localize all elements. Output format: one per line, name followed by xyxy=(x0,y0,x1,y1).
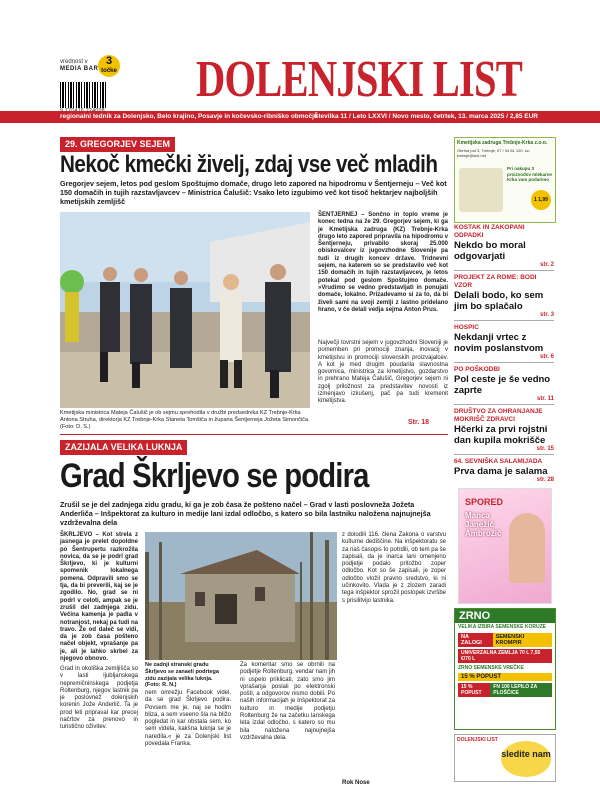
promo-box[interactable] xyxy=(454,137,556,223)
second-col3: Za komentar smo se obrnili na podjetje Roltenburg, vendar nam jih ni uspelo priklicati, zato smo jim vprašanja poslali po elektronski pošti, a odgovorov nismo dobili. Po naših informacijah je Inšpektorat za kulturo in medije podjetju Roltenburg že na začetku lanskega leta izdal odločbo, s katero so mu bila naložena najnujnejša vzdrževalna dela. xyxy=(240,662,335,741)
follow-sticker: sledite nam xyxy=(501,741,551,777)
promo3-pct: 15 % POPUST xyxy=(458,673,552,681)
divider xyxy=(454,404,554,405)
zrno-ad[interactable] xyxy=(454,608,556,730)
second-tag: ZAZIJALA VELIKA LUKNJA xyxy=(60,440,187,455)
magazine-title: Manca Janežič Ambrožič xyxy=(465,511,502,538)
lead-page-ref[interactable]: Str. 18 xyxy=(408,419,430,426)
promo-row-4 xyxy=(458,683,552,697)
second-deck: Zrušil se je del zadnjega zidu gradu, ki ga je zob časa že pošteno načel – Grad v lasti poslovneža Jožeta Anderliča – Inšpektorat za kulturo in medije lani izdal odločbo, s katero so bila lastniku naložena najnujnejša vzdrževalna dela xyxy=(60,500,431,527)
castle-photo xyxy=(145,532,337,660)
promo1-tag: NA ZALOGI xyxy=(458,633,493,647)
lead-photo-caption: Kmetijska ministrica Mateja Čalušič je ob sejmu sprehodila v družbi predsednika KZ Trebnje-Krka Antona Struha, direktorja KZ Trebnje-Krka Staneta Tomšiča in župana Šentjerneja Jožeta Simončiča. (Foto: D. S.) xyxy=(60,410,310,430)
sidebar-teasers xyxy=(454,224,554,483)
zrno-sub: VELIKA IZBIRA SEMENSKE KORUZE xyxy=(458,624,546,630)
divider xyxy=(454,320,554,321)
teaser-page: str. 2 xyxy=(539,262,554,268)
teaser-title: Nekdo bo moral odgovarjati xyxy=(454,240,526,262)
teaser-head: PROJEKT ZA ROME: BODI VZOR xyxy=(454,274,537,289)
teaser-title: Delali bodo, ko sem jim bo splačalo xyxy=(454,290,544,312)
teaser-title: Hčerki za prvi rojstni dan kupila mokrišče xyxy=(454,424,548,446)
value-label: vrednost v xyxy=(60,59,88,65)
teaser-6[interactable] xyxy=(454,458,554,483)
promo2: UNIVERZALNA ZEMLJA 70 L 7,55 €/70 L xyxy=(458,649,552,663)
tagline: regionalni tednik za Dolenjsko, Belo krajino, Posavje in kočevsko-ribniško območje xyxy=(60,113,318,120)
barcode xyxy=(60,82,108,108)
teaser-title: Pol ceste je še vedno zaprte xyxy=(454,374,551,396)
teaser-head: 64. SEVNIŠKA SALAMIJADA xyxy=(454,458,543,465)
teaser-3[interactable] xyxy=(454,324,554,360)
teaser-page: str. 15 xyxy=(536,446,554,452)
points-number: 3 xyxy=(105,55,113,67)
magazine-name: SPORED xyxy=(465,497,504,507)
teaser-page: str. 6 xyxy=(539,354,554,360)
issue-info: Številka 11 / Leto LXXVI / Novo mesto, četrtek, 13. marca 2025 / 2,85 EUR xyxy=(314,113,538,120)
media-bar-label: MEDIA BAR xyxy=(60,66,99,72)
teaser-5[interactable] xyxy=(454,408,554,452)
cover-portrait xyxy=(509,513,545,583)
newspaper-logo: DOLENJSKI LIST xyxy=(196,51,523,108)
teaser-head: KOSTAK IN ZAKOPANI ODPADKI xyxy=(454,224,525,239)
lead-tag: 29. GREGORJEV SEJEM xyxy=(60,137,175,152)
zrno-brand: ZRNO xyxy=(455,609,555,623)
teaser-head: HOSPIC xyxy=(454,324,479,331)
product-image xyxy=(459,168,503,212)
second-col2: nem omrežju Facebook videl, da se grad Škrljevo podira. Povsem me je, naj se hodim bliza, a sem vseeno šla na bližo pogledat in kar obstala sem, ko sem videla, kakšna luknja se je naredila.« je za Dolenjski list povedala Franka. xyxy=(145,690,231,748)
teaser-page: str. 28 xyxy=(536,477,554,483)
bottom-logo: DOLENJSKI LIST xyxy=(457,737,498,743)
social-ad[interactable] xyxy=(454,734,556,782)
teaser-title: Prva dama je salama xyxy=(454,466,548,477)
promo-title: Kmetijska zadruga Trebnje-Krka z.o.o. xyxy=(457,140,548,146)
masthead-info-bar xyxy=(0,111,600,123)
lead-headline[interactable]: Nekoč kmečki živelj, zdaj vse več mladih xyxy=(60,151,438,178)
teaser-page: str. 3 xyxy=(539,312,554,318)
lead-body: Največji tovrstni sejem v jugovzhodni Sloveniji je pomemben pri promociji znanja, inovacij v kmetijstvu in promociji slovenskih proizvajalcev. A kot je med drugim poudarila slavnostna govornica, ministrica za kmetijstvo, gozdarstvo in prehrano Mateja Čalušič, Gregorjev sejem ni zgolj priložnost za predstavitev novosti iz izmenjavo izkušenj, pač pa tudi kremenit kmetijstva. xyxy=(318,340,448,405)
teaser-head: PO POŠKODBI xyxy=(454,366,500,373)
teaser-1[interactable] xyxy=(454,224,554,268)
points-text: točke xyxy=(101,68,117,74)
teaser-4[interactable] xyxy=(454,366,554,402)
promo-line: Obrtna pot 3, Trebnje, 07 / 34 81 100, kz-trebnje@siol.net xyxy=(457,148,531,158)
promo-row-1 xyxy=(458,633,552,647)
promo3-text: ZRNO SEMENSKE VREČKE xyxy=(458,665,524,671)
promo4-pct: 15 % POPUST xyxy=(458,683,490,697)
second-col1-bold: ŠKRLJEVO – Kot strela z jasnega je prelet dopoldne po Šentrupertu razkrožila novica, da se je podrl grad Škrljevo, ki je kulturni spomenik lokalnega pomena. Odpravili smo se tja, da bi preverili, kaj se je zgodilo. No, grad se ni podrl v celoti, ampak se je zrušil del zadnjega zidu. Večina kamenja je padla v notranjost, nekaj pa tudi na travo. Že od daleč se vidi, da je zob časa pošteno načel objekt, vprašanje pa je, ali je lahko skrbel za njegovo obnovo. xyxy=(60,532,139,663)
lead-deck: Gregorjev sejem, letos pod geslom Spoštujmo domače, drugo leto zapored na hipodromu v Šentjerneju – Več kot 150 domačih in tujih razstavljavcev – Ministrica Čalušič: Vsako leto izgubimo več kot tisoč hektarjev najboljših kmetijskih zemljišč xyxy=(60,179,447,206)
divider xyxy=(454,270,554,271)
promo1-text: SEMENSKI KROMPIR xyxy=(493,633,552,647)
teaser-2[interactable] xyxy=(454,274,554,318)
second-col1: Grad in okoliška zemljišča so v lasti ljubljanskega nepremičninskega podjetja Roltenburg, njegov lastnik pa je poslovnež dolenjskih korenin Jože Anderlič. Ta je prod leti pripraval kar precej načrtov za prenovo in turistično oživitev. xyxy=(60,666,138,731)
points-badge xyxy=(98,55,120,77)
teaser-title: Nekdanji vrtec z novim poslanstvom xyxy=(454,332,544,354)
castle-photo-caption: Ne zadnji stranski gradu Škrljevo se zanaeli podrtega zidu zazijala velika luknja. (Foto: R. N.) xyxy=(145,662,219,689)
teaser-page: str. 11 xyxy=(536,396,554,402)
lead-photo xyxy=(60,212,310,408)
lead-body-bold: ŠENTJERNEJ – Sončno in toplo vreme je konec tedna na že 29. Gregorjev sejem, ki ga je Kmetijska zadruga (KZ) Trebnje-Krka drugo leto zapored pripravila na hipodromu v Šentjerneju, privabilo skoraj 25.000 obiskovalcev iz jugovzhodne Slovenije pa tudi iz drugih koncev države. Tridnevni sejem, na katerem so se predstavilo več kot 150 domačih in tujih razstavljavcev, je letos potekal pod geslom Spoštujmo domače. »Vrudimo se vedno predstavljati in ponujati domače, lokalno. Prizadevamo si za to, da bi živeli sami na svoji zemlji z lastno pridelano hrano, v če delali vedja sejma Anton Prus. xyxy=(318,212,448,313)
teaser-head: DRUŠTVO ZA OHRANJANJE MOKRIŠČ ZDRAVCI xyxy=(454,408,543,423)
promo-caption: Pri nakupu 3 proizvodov mlekarne Krka vam podarimo xyxy=(507,166,553,182)
divider xyxy=(454,454,554,455)
magazine-ad[interactable] xyxy=(458,488,552,604)
second-headline[interactable]: Grad Škrljevo se podira xyxy=(60,457,369,495)
second-author: Rok Nose xyxy=(342,780,370,786)
divider xyxy=(454,362,554,363)
price-badge: 1 1,99 xyxy=(531,190,551,210)
promo4-text: FN 100 LEPILO ZA PLOŠČICE xyxy=(490,683,552,697)
second-col4: z dolodili 116. člena Zakona o varstvu kulturne dediščine. Na inšpektoratu se za naš časopis to potrdili, ob tem pa še zapisali, da je inarca lani omenjeno podjetje podalo pritožbo zoper odločbo. Kot so še zapisali, je zoper odločbo vložil pravno sredstvo, ki ni učinkovito. Vlada je z zlozem zaradi tega inšpektor sprožil postopek izvršbe s prisilitvijo lastnika. xyxy=(342,532,446,604)
section-rule xyxy=(60,434,448,435)
